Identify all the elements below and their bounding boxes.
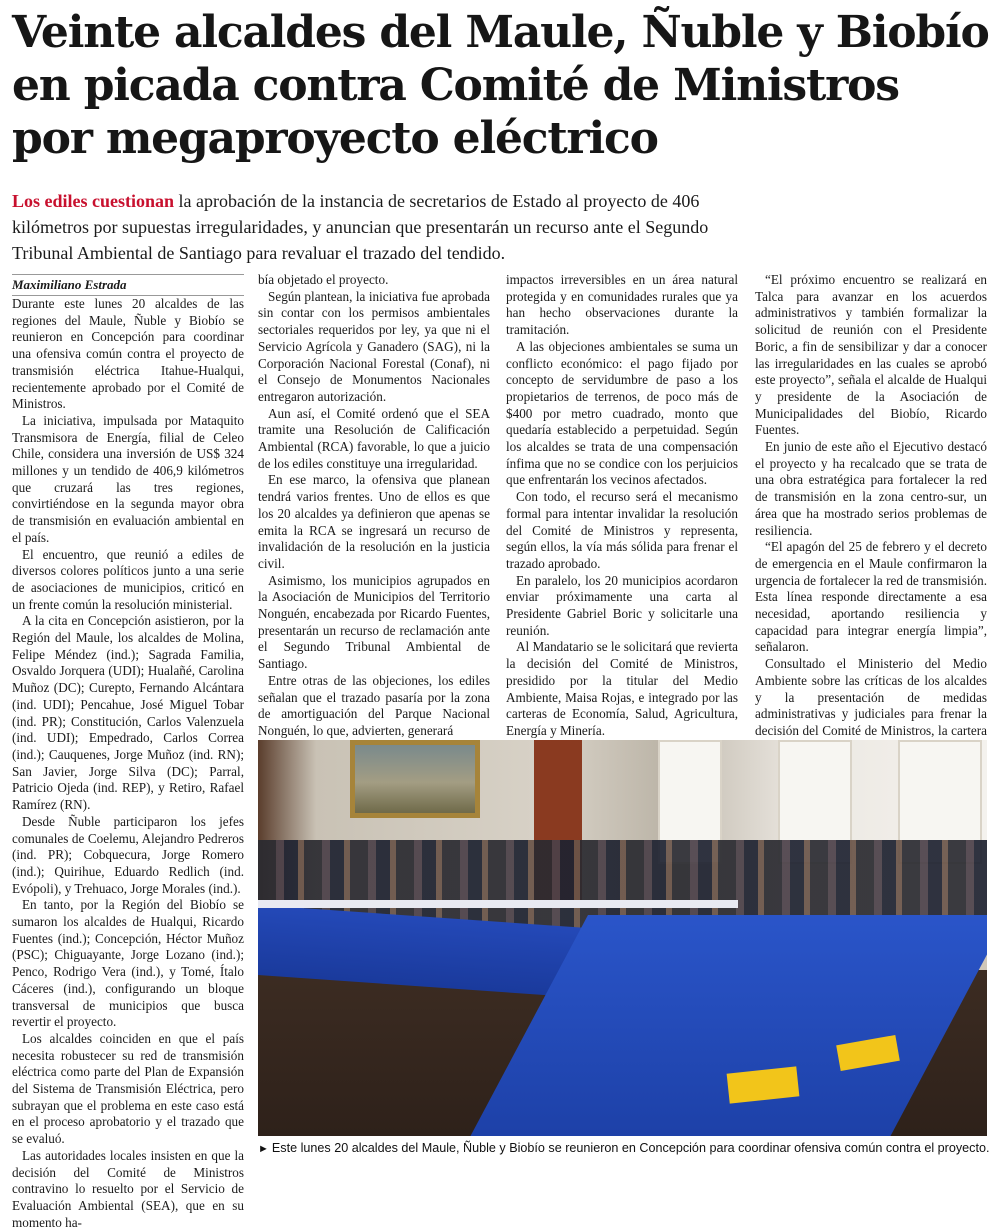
- paragraph: En junio de este año el Ejecutivo destacó el proyecto y ha recalcado que se trata de una obra estratégica para fortalecer la red de transmisión en la zona centro-sur, un área que ha mostrado serios problemas de resiliencia.: [755, 439, 987, 538]
- paragraph: “El próximo encuentro se realizará en Talca para avanzar en los acuerdos administrativos y también formalizar la solicitud de reunión con el Presidente Boric, a fin de sensibilizar y dar a conocer las irregularidades en las cuales se aprobó este proyecto”, señala el alcalde de Hualqui y presidente de la Asociación de Municipalidades del Biobío, Ricardo Fuentes.: [755, 272, 987, 438]
- deck-text: la aprobación de la instancia de secretarios de Estado al proyecto de 406 kilómetros por supuestas irregularidades, y anuncian que presentarán un recurso ante el Segundo Tribunal Ambiental de Santiago para revaluar el trazado del tendido.: [12, 191, 709, 263]
- paragraph: Desde Ñuble participaron los jefes comunales de Coelemu, Alejandro Pedreros (ind. PR); Cobquecura, Jorge Romero (ind.); Quirihue, Eduardo Redlich (ind. Evópoli), y Trehuaco, Jorge Morales (ind.).: [12, 813, 244, 896]
- photo-painting: [350, 740, 480, 818]
- paragraph: “El apagón del 25 de febrero y el decreto de emergencia en el Maule confirmaron la urgencia de fortalecer la red de transmisión. Esta línea responde directamente a esa necesidad, aportando resiliencia y capacidad para integrar energía limpia”, señalaron.: [755, 539, 987, 655]
- paragraph: Asimismo, los municipios agrupados en la Asociación de Municipios del Territorio Nonguén, encabezada por Ricardo Fuentes, presentarán un recurso de reclamación ante el Segundo Tribunal Ambiental de Santiago.: [258, 572, 490, 672]
- column-4: [755, 272, 987, 756]
- paragraph: En paralelo, los 20 municipios acordaron enviar próximamente una carta al Presidente Gabriel Boric y solicitarle una reunión.: [506, 572, 738, 638]
- paragraph: Con todo, el recurso será el mecanismo formal para intentar invalidar la resolución del Comité de Ministros y representa, según ellos, la vía más sólida para frenar el trazado aprobado.: [506, 489, 738, 571]
- paragraph: La iniciativa, impulsada por Mataquito Transmisora de Energía, filial de Celeo Chile, considera una inversión de US$ 324 millones y un tendido de 406,9 kilómetros que cruzará las tres regiones, convirtiéndose en la segunda mayor obra de transmisión en evaluación ambiental en el país.: [12, 412, 244, 545]
- photo-caption: [258, 1140, 990, 1157]
- paragraph: Durante este lunes 20 alcaldes de las regiones del Maule, Ñuble y Biobío se reunieron en Concepción para coordinar una ofensiva común contra el proyecto de transmisión eléctrica Itahue-Hualqui, recientemente aprobado por el Comité de Ministros.: [12, 296, 244, 412]
- caption-text: Este lunes 20 alcaldes del Maule, Ñuble y Biobío se reunieron en Concepción para coordinar ofensiva común contra el proyecto.: [271, 1141, 990, 1155]
- column-1: [12, 274, 244, 1231]
- paragraph: Las autoridades locales insisten en que la decisión del Comité de Ministros contravino lo resuelto por el Servicio de Evaluación Ambiental (SEA), que en su momento ha-: [12, 1147, 244, 1230]
- paragraph: Aun así, el Comité ordenó que el SEA tramite una Resolución de Calificación Ambiental (RCA) favorable, lo que a juicio de los ediles constituye una irregularidad.: [258, 405, 490, 471]
- column-3: [506, 272, 738, 740]
- meeting-photo: [258, 740, 987, 1136]
- deck: [12, 188, 732, 266]
- column-2: [258, 272, 490, 740]
- paragraph: bía objetado el proyecto.: [258, 272, 389, 287]
- closing-text: Consultado el Ministerio del Medio Ambiente sobre las críticas de los alcaldes y la presentación de medidas administrativas y judiciales para frenar la decisión del Comité de Ministros, la cartera: [755, 656, 987, 738]
- paragraph: Al Mandatario se le solicitará que revierta la decisión del Comité de Ministros, presidido por la titular del Medio Ambiente, Maisa Rojas, e integrado por las carteras de Economía, Salud, Agricultura, Energía y Minería.: [506, 639, 738, 738]
- paragraph: A las objeciones ambientales se suma un conflicto económico: el pago fijado por concepto de servidumbre de paso a los propietarios de terrenos, de poco más de $400 por metro cuadrado, monto que quedaría establecido a perpetuidad. Según los alcaldes se trata de una compensación ínfima que no se condice con los perjuicios que enfrentarán los vecinos afectados.: [506, 338, 738, 488]
- photo-tabletop: [258, 900, 738, 908]
- paragraph: Entre otras de las objeciones, los ediles señalan que el trazado pasaría por la zona de amortiguación del Parque Nacional Nonguén, lo que, advierten, generará: [258, 672, 490, 738]
- paragraph: Según plantean, la iniciativa fue aprobada sin contar con los permisos ambientales sectoriales requeridos por ley, ya que ni el Servicio Agrícola y Ganadero (SAG), ni la Corporación Nacional Forestal (Conaf), ni el Consejo de Monumentos Nacionales entregaron autorización.: [258, 288, 490, 404]
- paragraph: A la cita en Concepción asistieron, por la Región del Maule, los alcaldes de Molina, Felipe Méndez (ind.); Sagrada Familia, Osvaldo Jorquera (UDI); Hualañé, Carolina Muñoz (DC); Curepto, Fernando Alcántara (ind. UDI); Pencahue, José Miguel Tobar (ind. PR); Constitución, Carlos Valenzuela (ind. UDI); Empedrado, Carlos Correa (ind.); Cauquenes, Jorge Muñoz (ind. RN); San Javier, Jorge Silva (DC); Parral, Patricio Ojeda (ind. REP), y Retiro, Rafael Ramírez (RN).: [12, 613, 244, 813]
- paragraph: En tanto, por la Región del Biobío se sumaron los alcaldes de Hualqui, Ricardo Fuentes (ind.); Concepción, Héctor Muñoz (PSC); Chiguayante, Jorge Lozano (ind.); Penco, Rodrigo Vera (ind.), y Tomé, Ítalo Cáceres (ind.), configurando un bloque transversal de municipios que busca revertir el proyecto.: [12, 897, 244, 1030]
- headline: Veinte alcaldes del Maule, Ñuble y Biobío en picada contra Comité de Ministros por megaproyecto eléctrico: [12, 7, 989, 164]
- caption-marker-icon: ►: [258, 1143, 269, 1155]
- byline: Maximiliano Estrada: [12, 274, 244, 296]
- deck-lead: Los ediles cuestionan: [12, 191, 175, 211]
- paragraph: impactos irreversibles en un área natural protegida y en comunidades rurales que ya han hecho observaciones durante la tramitación.: [506, 272, 738, 338]
- paragraph: El encuentro, que reunió a ediles de diversos colores políticos junto a una serie de asociaciones de municipios, criticó en un frente común la resolución ministerial.: [12, 546, 244, 612]
- paragraph: En ese marco, la ofensiva que planean tendrá varios frentes. Uno de ellos es que los 20 alcaldes ya definieron que apenas se emita la RCA se ingresará un recurso de invalidación de la resolución en la justicia civil.: [258, 472, 490, 571]
- paragraph: Los alcaldes coinciden en que el país necesita robustecer su red de transmisión eléctrica como parte del Plan de Expansión del Sistema de Transmisión Eléctrica, pero subrayan que el problema en este caso está en el proceso aprobatorio y el trazado que se evaluó.: [12, 1030, 244, 1147]
